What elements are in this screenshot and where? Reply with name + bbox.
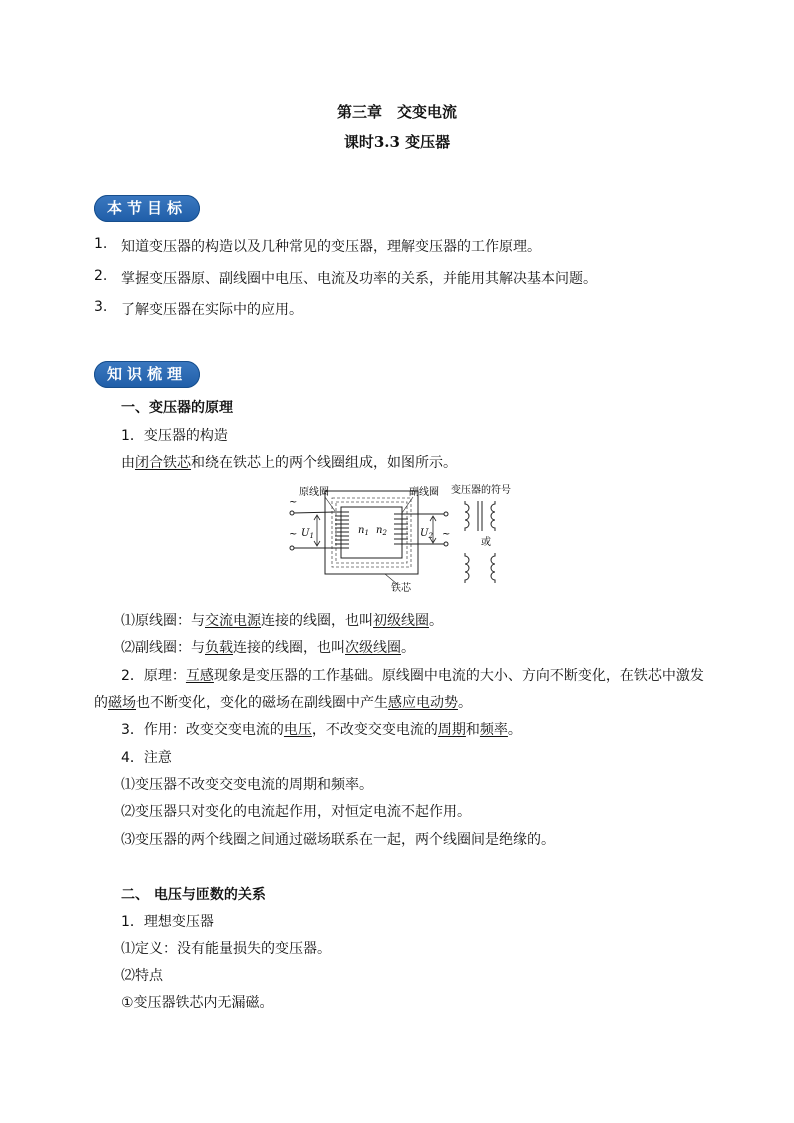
or-label: 或 [481, 537, 491, 548]
u2-label: $U_2$ [420, 528, 433, 540]
transformer-symbol-2 [465, 553, 495, 583]
note-2: ⑵变压器只对变化的电流起作用，对恒定电流不起作用。 [121, 804, 471, 820]
secondary-coil [394, 514, 408, 544]
construction-title: 1．变压器的构造 [121, 428, 228, 444]
n2-label: $n_2$ [376, 525, 387, 537]
transformer-figure [285, 481, 535, 596]
construction-text: 由闭合铁芯和绕在铁芯上的两个线圈组成，如图所示。 [121, 455, 457, 471]
goals-badge: 本节目标 [94, 195, 200, 222]
principle-line-2: 的磁场也不断变化，变化的磁场在副线圈中产生感应电动势。 [94, 695, 472, 711]
section2-heading: 二、 电压与匝数的关系 [121, 887, 266, 903]
chapter-title: 第三章 交变电流 [336, 103, 457, 121]
ideal-transformer-title: 1．理想变压器 [121, 914, 214, 930]
goal-num-1: 1. [94, 236, 108, 252]
section1-heading: 一、变压器的原理 [121, 400, 233, 416]
ideal-features-title: ⑵特点 [121, 968, 163, 984]
core-label: 铁芯 [391, 583, 411, 594]
goal-num-2: 2. [94, 268, 108, 284]
goal-num-3: 3. [94, 299, 108, 315]
ideal-definition: ⑴定义：没有能量损失的变压器。 [121, 941, 331, 957]
ideal-feature-1: ①变压器铁芯内无漏磁。 [121, 995, 274, 1011]
goal-item-2: 掌握变压器原、副线圈中电压、电流及功率的关系，并能用其解决基本问题。 [121, 271, 597, 287]
core-inner [341, 507, 402, 558]
n1-label: $n_1$ [358, 525, 369, 537]
u1-label: $U_1$ [301, 528, 314, 540]
goal-item-3: 了解变压器在实际中的应用。 [121, 302, 303, 318]
transformer-symbol-1 [465, 501, 495, 531]
note-3: ⑶变压器的两个线圈之间通过磁场联系在一起，两个线圈间是绝缘的。 [121, 832, 555, 848]
effect-text: 3．作用：改变交变电流的电压，不改变交变电流的周期和频率。 [121, 722, 522, 738]
ac-symbol-right: ~ [442, 529, 451, 540]
note-1: ⑴变压器不改变交变电流的周期和频率。 [121, 777, 373, 793]
ac-symbol-left: ~ [289, 529, 298, 540]
ac-symbol-left-top: ~ [289, 497, 298, 508]
primary-coil-def: ⑴原线圈：与交流电源连接的线圈，也叫初级线圈。 [121, 613, 443, 629]
lesson-title: 课时3.3 变压器 [343, 133, 451, 151]
secondary-coil-def: ⑵副线圈：与负载连接的线圈，也叫次级线圈。 [121, 640, 415, 656]
primary-coil [335, 512, 349, 548]
principle-line-1: 2．原理：互感现象是变压器的工作基础。原线圈中电流的大小、方向不断变化，在铁芯中激发 [121, 668, 704, 684]
knowledge-badge: 知识梳理 [94, 361, 200, 388]
secondary-coil-label: 副线圈 [409, 487, 439, 498]
note-title: 4．注意 [121, 750, 172, 766]
goal-item-1: 知道变压器的构造以及几种常见的变压器，理解变压器的工作原理。 [121, 239, 541, 255]
primary-coil-label: 原线圈 [299, 487, 329, 498]
symbol-title: 变压器的符号 [451, 485, 511, 496]
